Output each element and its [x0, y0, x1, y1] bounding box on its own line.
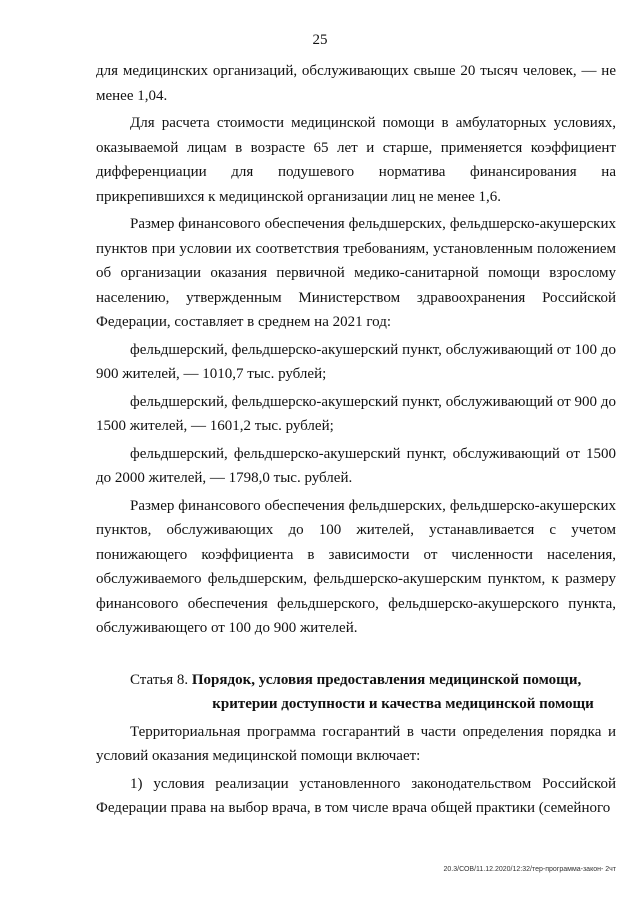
paragraph-5: Территориальная программа госгарантий в части определения порядка и условий оказания медицинской помощи включает: [96, 723, 616, 764]
article-label: Статья 8. [130, 671, 189, 688]
list-item-3: фельдшерский, фельдшерско-акушерский пункт, обслуживающий от 1500 до 2000 жителей, — 1798,0 тыс. рублей. [96, 445, 616, 486]
article-heading [96, 668, 616, 717]
article-title-line1: Порядок, условия предоставления медицинской помощи, [191, 671, 582, 688]
list-item-1: фельдшерский, фельдшерско-акушерский пункт, обслуживающий от 100 до 900 жителей, — 1010,7 тыс. рублей; [96, 341, 616, 382]
paragraph-1: для медицинских организаций, обслуживающих свыше 20 тысяч человек, — не менее 1,04. [96, 63, 616, 104]
footer-reference: 20.3/СОВ/11.12.2020/12:32/тер-программа-закон- 2чт [443, 866, 616, 873]
article-title-line2: критерии доступности и качества медицинской помощи [212, 696, 594, 712]
paragraph-2: Для расчета стоимости медицинской помощи в амбулаторных условиях, оказываемой лицам в возрасте 65 лет и старше, применяется коэффициент дифференциации для подушевого норматива финансирования на прикрепившихся к медицинской организации лиц не менее 1,6. [96, 115, 616, 205]
page-number: 25 [312, 32, 328, 48]
list-item-2: фельдшерский, фельдшерско-акушерский пункт, обслуживающий от 900 до 1500 жителей, — 1601,2 тыс. рублей; [96, 393, 616, 434]
paragraph-6: 1) условия реализации установленного законодательством Российской Федерации права на выбор врача, в том числе врача общей практики (семейного [96, 775, 616, 816]
document-body [96, 59, 616, 821]
paragraph-3: Размер финансового обеспечения фельдшерских, фельдшерско-акушерских пунктов при условии их соответствия требованиям, установленным положением об организации оказания первичной медико-санитарной помощи взрослому населению, утвержденным Министерством здравоохранения Российской Федерации, составляет в среднем на 2021 год: [96, 216, 616, 330]
paragraph-4: Размер финансового обеспечения фельдшерских, фельдшерско-акушерских пунктов, обслуживающих до 100 жителей, устанавливается с учетом понижающего коэффициента в зависимости от численности населения, обслуживаемого фельдшерским, фельдшерско-акушерским пунктом, к размеру финансового обеспечения фельдшерского, фельдшерско-акушерского пункта, обслуживающего от 100 до 900 жителей. [96, 497, 616, 636]
